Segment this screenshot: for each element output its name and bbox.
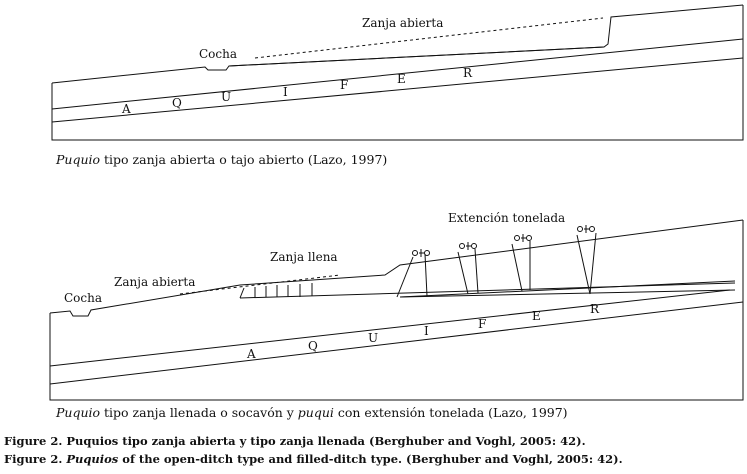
aquifer-letter: R: [590, 302, 600, 316]
diagram1-label-cocha: Cocha: [199, 47, 238, 61]
diagram2-cross-section: [50, 220, 743, 400]
aquifer-letter: U: [368, 331, 379, 345]
diagram2-shaft-1: [397, 254, 427, 297]
windlass-icon: [515, 234, 532, 242]
aquifer-letter: Q: [172, 96, 182, 110]
diagram2-label-zanja-llena: Zanja llena: [270, 250, 338, 264]
diagram2-label-extension-tonelada: Extención tonelada: [448, 211, 566, 225]
caption-text: tipo zanja abierta o tajo abierto (Lazo, 1997): [100, 152, 388, 167]
figure-caption-prefix: Figure 2.: [4, 452, 67, 466]
caption-text: tipo zanja llenada o socavón y: [100, 405, 298, 420]
diagram2-label-zanja-abierta: Zanja abierta: [114, 275, 196, 289]
aquifer-letter: E: [397, 72, 406, 86]
diagram2-ditch-bottom: [240, 283, 735, 298]
figure-caption-italic: Puquios: [66, 452, 119, 466]
diagram2-frame: [50, 220, 743, 400]
aquifer-letter: E: [532, 309, 541, 323]
caption-text: con extensión tonelada (Lazo, 1997): [333, 405, 568, 420]
diagram2-caption: [56, 405, 568, 420]
windlass-icon: [578, 225, 595, 233]
diagram2-ditch-edge: [240, 288, 244, 298]
caption-italic: puqui: [297, 405, 334, 420]
aquifer-letter: F: [340, 78, 349, 92]
diagram1-ditch-bottom: [229, 47, 604, 66]
diagram1-label-zanja-abierta: Zanja abierta: [362, 16, 444, 30]
diagram2-gallery-line-2: [400, 290, 735, 297]
aquifer-letter: A: [122, 102, 131, 116]
figure-caption-rest: of the open-ditch type and filled-ditch type. (Berghuber and Voghl, 2005: 42).: [118, 452, 623, 466]
caption-italic: Puquio: [56, 152, 101, 167]
aquifer-letter: A: [247, 347, 256, 361]
diagram2-ground-surface: [50, 220, 743, 316]
aquifer-letter: Q: [308, 339, 318, 353]
diagram2-aquifer-top: [50, 290, 730, 366]
aquifer-letter: F: [478, 317, 487, 331]
diagram2-dashed-ground: [180, 275, 340, 294]
diagram2-aquifer-bottom: [50, 302, 743, 384]
aquifer-letter: I: [424, 324, 429, 338]
figure-caption-english: [4, 452, 623, 466]
diagram2-label-cocha: Cocha: [64, 291, 103, 305]
aquifer-letter: U: [221, 90, 232, 104]
caption-italic: Puquio: [56, 405, 101, 420]
aquifer-letter: R: [463, 66, 473, 80]
diagram1-caption: [56, 152, 387, 167]
diagram2-shaft-4: [577, 233, 596, 294]
diagram1-aquifer-bottom: [52, 58, 743, 122]
windlass-icon: [460, 242, 477, 250]
figure-caption-spanish: Figure 2. Puquios tipo zanja abierta y tipo zanja llenada (Berghuber and Voghl, 2005: 42).: [4, 434, 586, 448]
aquifer-letter: I: [283, 85, 288, 99]
windlass-icon: [413, 249, 430, 257]
